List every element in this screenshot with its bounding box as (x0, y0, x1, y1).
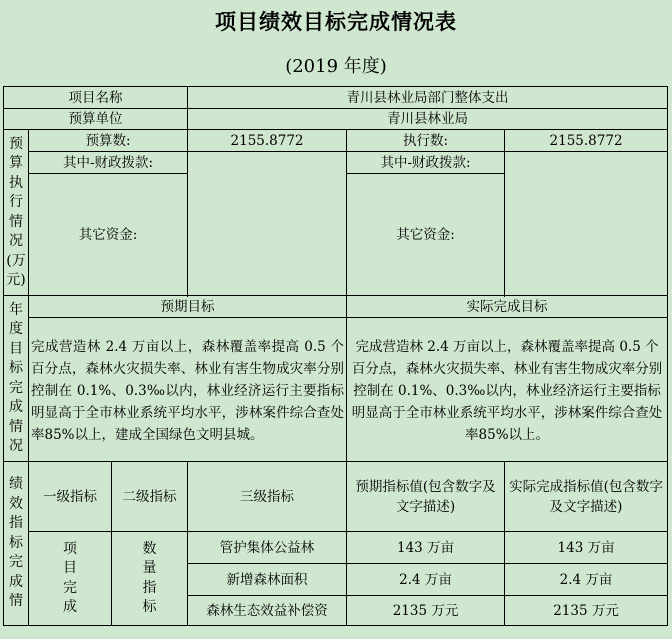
actual-goal-header: 实际完成目标 (347, 296, 668, 318)
fiscal-funds-value (188, 152, 347, 296)
indicator-name: 森林生态效益补偿资 (188, 596, 347, 626)
indicator-actual: 143 万亩 (505, 532, 668, 564)
level2-value: 数 量 指 标 (112, 532, 188, 626)
other-funds-label: 其它资金: (29, 174, 188, 296)
indicator-name: 管护集体公益林 (188, 532, 347, 564)
expected-goal-header: 预期目标 (29, 296, 347, 318)
budget-unit-value: 青川县林业局 (188, 109, 668, 130)
page-title: 项目绩效目标完成情况表 (215, 9, 457, 34)
project-name-label: 项目名称 (4, 87, 188, 109)
level3-header: 三级指标 (188, 462, 347, 532)
fiscal-funds-label: 其中-财政拨款: (29, 152, 188, 174)
indicator-actual: 2.4 万亩 (505, 564, 668, 596)
expected-goal-text: 完成营造林 2.4 万亩以上，森林覆盖率提高 0.5 个百分点，森林火灾损失率、林业有害生物成灾率分别控制在 0.1%、0.3‰以内，林业经济运行主要指标明显高于全市林业系统平均水平，涉林案件综合查处率85%以上，建成全国绿色文明县城。 (29, 318, 347, 462)
actual-value-header: 实际完成指标值(包含数字及文字描述) (505, 462, 668, 532)
indicator-expected: 2135 万元 (347, 596, 505, 626)
expected-value-header: 预期指标值(包含数字及文字描述) (347, 462, 505, 532)
performance-section-label: 绩 效 指 标 完 成 情 (4, 462, 29, 626)
level1-header: 一级指标 (29, 462, 112, 532)
level2-header: 二级指标 (112, 462, 188, 532)
year-label: (2019 年度) (285, 56, 387, 77)
indicator-expected: 143 万亩 (347, 532, 505, 564)
level1-value: 项 目 完 成 (29, 532, 112, 626)
indicator-expected: 2.4 万亩 (347, 564, 505, 596)
other-funds-label-right: 其它资金: (347, 174, 505, 296)
fiscal-funds-label-right: 其中-财政拨款: (347, 152, 505, 174)
performance-table (3, 86, 668, 626)
budget-amount-label: 预算数: (29, 130, 188, 152)
budget-unit-label: 预算单位 (4, 109, 188, 130)
budget-amount-value: 2155.8772 (188, 130, 347, 152)
exec-amount-label: 执行数: (347, 130, 505, 152)
actual-goal-text: 完成营造林 2.4 万亩以上，森林覆盖率提高 0.5 个百分点，森林火灾损失率、林业有害生物成灾率分别控制在 0.1%、0.3‰以内，林业经济运行主要指标明显高于全市林业系统平均水平，涉林案件综合查处率85%以上。 (347, 318, 668, 462)
indicator-actual: 2135 万元 (505, 596, 668, 626)
annual-goal-section-label: 年 度 目 标 完 成 情 况 (4, 296, 29, 462)
exec-amount-value: 2155.8772 (505, 130, 668, 152)
indicator-name: 新增森林面积 (188, 564, 347, 596)
budget-section-label: 预 算 执 行 情 况 (万 元) (4, 130, 29, 296)
project-name-value: 青川县林业局部门整体支出 (188, 87, 668, 109)
exec-fiscal-value (505, 152, 668, 296)
